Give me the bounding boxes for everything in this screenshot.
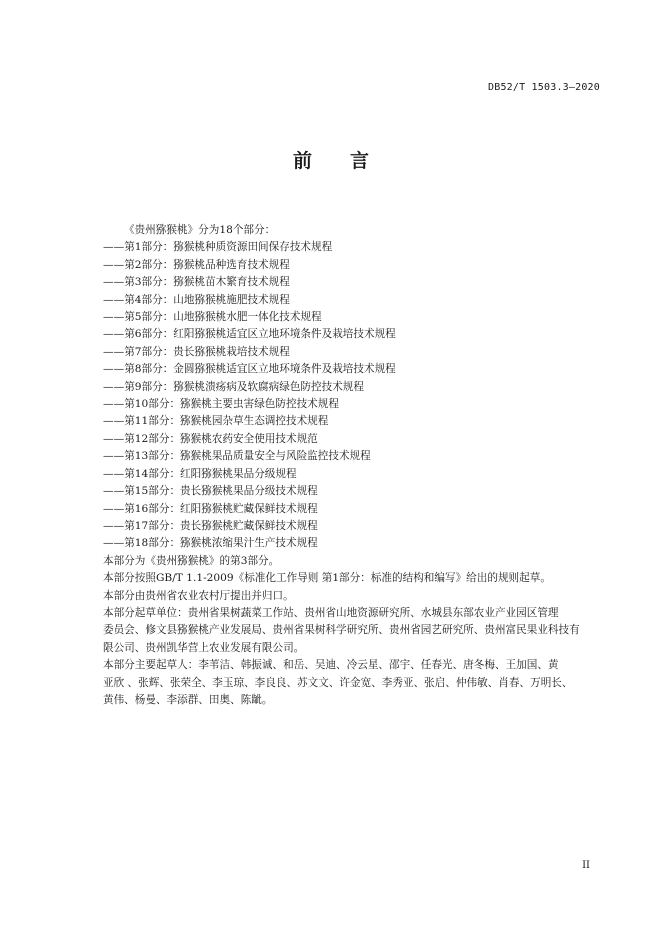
drafting-units-line: 本部分起草单位：贵州省果树蔬菜工作站、贵州省山地资源研究所、水城县东部农业产业园区管理 — [103, 606, 559, 619]
drafting-units-line: 委员会、修文县猕猴桃产业发展局、贵州省果树科学研究所、贵州省园艺研究所、贵州富民果业科技有 — [103, 624, 580, 637]
list-item: ——第4部分：山地猕猴桃施肥技术规程 — [103, 293, 290, 306]
list-item: ——第7部分：贵长猕猴桃栽培技术规程 — [103, 345, 290, 358]
list-item: ——第14部分：红阳猕猴桃果品分级规程 — [103, 467, 297, 480]
list-item: ——第8部分：金圆猕猴桃适宜区立地环境条件及栽培技术规程 — [103, 363, 396, 376]
list-item: ——第2部分：猕猴桃品种选育技术规程 — [103, 258, 290, 271]
statement-part-number: 本部分为《贵州猕猴桃》的第3部分。 — [103, 554, 280, 567]
statement-drafting-rules: 本部分按照GB/T 1.1-2009《标准化工作导则 第1部分：标准的结构和编写》给出的规则起草。 — [103, 572, 551, 585]
list-item: ——第13部分：猕猴桃果品质量安全与风险监控技术规程 — [103, 450, 371, 463]
list-item: ——第10部分：猕猴桃主要虫害绿色防控技术规程 — [103, 398, 339, 411]
list-item: ——第6部分：红阳猕猴桃适宜区立地环境条件及栽培技术规程 — [103, 328, 396, 341]
drafting-units-paragraph — [103, 605, 601, 657]
page-title — [0, 146, 662, 173]
statement-proposer: 本部分由贵州省农业农村厅提出并归口。 — [103, 589, 294, 602]
drafters-line: 亚欣 、张辉、张荣全、李玉琼、李良良、苏文文、许金宽、李秀亚、张启、仲伟敏、肖春、万明长、 — [103, 676, 573, 689]
page-number: II — [582, 860, 590, 871]
list-item: ——第16部分：红阳猕猴桃贮藏保鲜技术规程 — [103, 502, 318, 515]
list-item: ——第17部分：贵长猕猴桃贮藏保鲜技术规程 — [103, 519, 318, 532]
intro-line: 《贵州猕猴桃》分为18个部分： — [124, 224, 276, 236]
list-item: ——第15部分：贵长猕猴桃果品分级技术规程 — [103, 485, 318, 498]
list-item: ——第9部分：猕猴桃溃疡病及软腐病绿色防控技术规程 — [103, 380, 364, 393]
list-item: ——第5部分：山地猕猴桃水肥一体化技术规程 — [103, 311, 322, 324]
list-item: ——第11部分：猕猴桃园杂草生态调控技术规程 — [103, 415, 329, 428]
title-char-1: 前 — [292, 150, 312, 172]
drafters-paragraph — [103, 657, 601, 709]
parts-list — [103, 239, 601, 552]
list-item: ——第12部分：猕猴桃农药安全使用技术规范 — [103, 432, 318, 445]
foreword-body — [103, 222, 601, 709]
list-item: ——第18部分：猕猴桃浓缩果汁生产技术规程 — [103, 537, 318, 550]
title-char-2: 言 — [350, 150, 370, 172]
drafters-line: 黄伟、杨曼、李添群、田奥、陈龇。 — [103, 693, 273, 706]
document-code: DB52/T 1503.3—2020 — [488, 82, 600, 93]
list-item: ——第1部分：猕猴桃种质资源田间保存技术规程 — [103, 241, 333, 254]
drafters-line: 本部分主要起草人：李苇洁、韩振诚、和岳、吴迪、冷云星、邵宇、任春光、唐冬梅、王加国、黄 — [103, 659, 559, 672]
drafting-units-line: 限公司、贵州凯华营上农业发展有限公司。 — [103, 641, 305, 654]
list-item: ——第3部分：猕猴桃苗木繁育技术规程 — [103, 276, 290, 289]
